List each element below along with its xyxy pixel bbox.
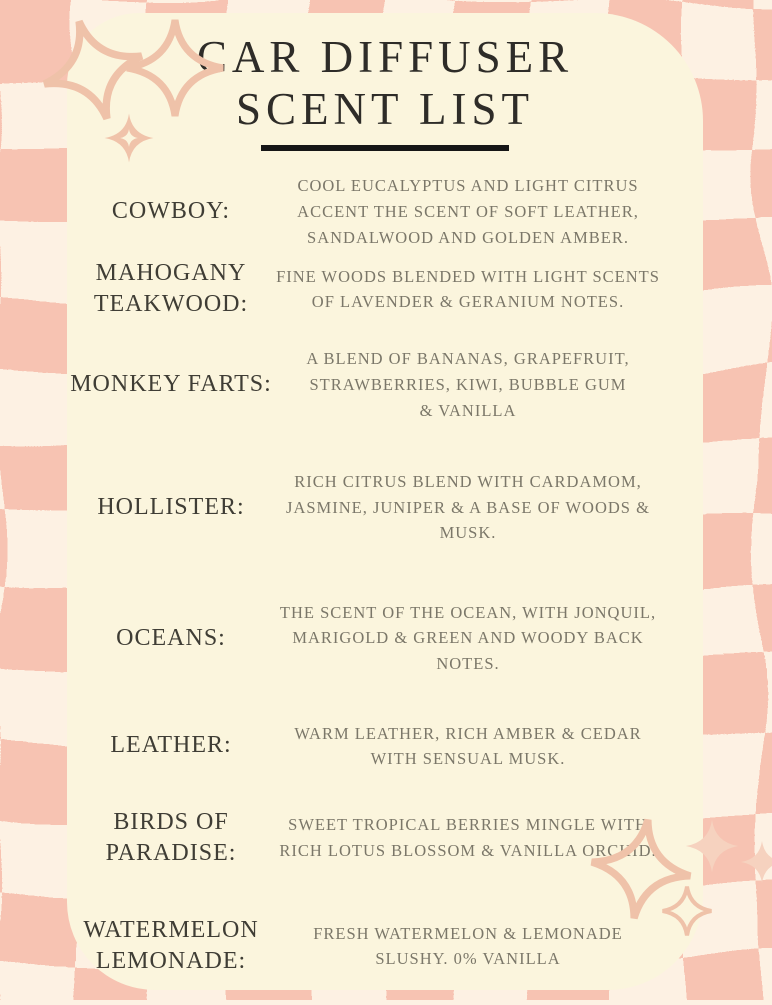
scent-description: FRESH WATERMELON & LEMONADE SLUSHY. 0% VANILLA	[313, 923, 623, 969]
scent-name: MONKEY FARTS:	[70, 371, 272, 398]
scent-description: THE SCENT OF THE OCEAN, WITH JONQUIL, MARIGOLD & GREEN AND WOODY BACK NOTES.	[279, 602, 657, 673]
scent-name: LEATHER:	[110, 732, 232, 759]
scent-description: WARM LEATHER, RICH AMBER & CEDAR WITH SENSUAL MUSK.	[294, 723, 642, 769]
scent-description: RICH CITRUS BLEND WITH CARDAMOM, JASMINE, JUNIPER & A BASE OF WOODS & MUSK.	[286, 472, 650, 543]
scent-row-cowboy	[67, 173, 703, 250]
scent-row-watermelon-lemonade	[67, 915, 703, 977]
sparkle-icon	[101, 110, 157, 166]
scent-name: WATERMELON LEMONADE:	[83, 917, 259, 975]
sparkle-icon	[659, 883, 715, 939]
scent-description: SWEET TROPICAL BERRIES MINGLE WITH RICH LOTUS BLOSSOM & VANILLA ORCHID.	[279, 815, 657, 860]
scent-row-monkey-farts	[67, 346, 703, 423]
title-line-2: SCENT LIST	[236, 84, 534, 135]
sparkle-icon	[738, 838, 772, 886]
title-line-1: CAR DIFFUSER	[196, 32, 574, 82]
scent-description: FINE WOODS BLENDED WITH LIGHT SCENTS OF LAVENDER & GERANIUM NOTES.	[276, 266, 660, 312]
scent-row-oceans	[67, 600, 703, 677]
scent-name: OCEANS:	[116, 624, 226, 651]
scent-row-hollister	[67, 469, 703, 546]
title-underline	[261, 145, 509, 151]
scent-name: COWBOY:	[111, 198, 231, 225]
sparkle-icon	[120, 13, 230, 123]
scent-row-mahogany-teakwood	[67, 258, 703, 320]
scent-name: HOLLISTER:	[97, 493, 245, 520]
scent-name: MAHOGANY TEAKWOOD:	[93, 260, 249, 318]
scent-description: COOL EUCALYPTUS AND LIGHT CITRUS ACCENT THE SCENT OF SOFT LEATHER, SANDALWOOD AND GOLDEN AMBER.	[297, 176, 639, 247]
scent-description: A BLEND OF BANANAS, GRAPEFRUIT, STRAWBERRIES, KIWI, BUBBLE GUM & VANILLA	[306, 349, 630, 420]
scent-name: BIRDS OF PARADISE:	[105, 808, 237, 866]
scent-row-leather	[67, 721, 703, 772]
